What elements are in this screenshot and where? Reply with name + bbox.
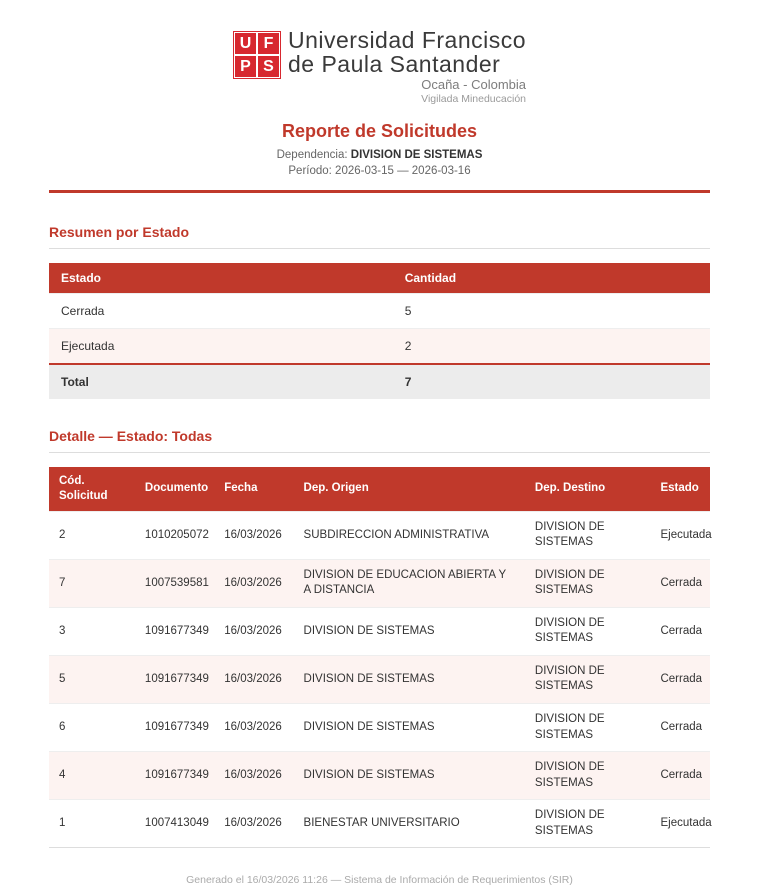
summary-table [49, 263, 710, 399]
detail-cell-documento: 1010205072 [135, 511, 214, 559]
detail-cell-dep-origen: DIVISION DE SISTEMAS [294, 607, 525, 655]
university-name-block [288, 28, 526, 105]
detail-row [49, 655, 710, 703]
detail-section [49, 428, 710, 848]
detail-cell-fecha: 16/03/2026 [214, 704, 293, 752]
detail-cell-cod-solicitud: 5 [49, 655, 135, 703]
logo-letter-s: S [258, 56, 279, 77]
detail-cell-fecha: 16/03/2026 [214, 752, 293, 800]
detail-cell-cod-solicitud: 3 [49, 607, 135, 655]
detail-cell-estado: Ejecutada [650, 800, 710, 848]
detail-cell-estado: Cerrada [650, 704, 710, 752]
detail-col-cod-solicitud: Cód. Solicitud [49, 467, 135, 511]
dependencia-value: DIVISION DE SISTEMAS [350, 149, 483, 161]
detail-cell-estado: Cerrada [650, 559, 710, 607]
detail-cell-dep-destino: DIVISION DE SISTEMAS [525, 511, 651, 559]
detail-cell-documento: 1091677349 [135, 607, 214, 655]
generated-footer: Generado el 16/03/2026 11:26 — Sistema de Información de Requerimientos (SIR) [186, 874, 573, 886]
detail-cell-dep-destino: DIVISION DE SISTEMAS [525, 704, 651, 752]
ufps-logo-icon [233, 31, 281, 79]
detail-col-dep-origen: Dep. Origen [294, 467, 525, 511]
detail-header-row [49, 467, 710, 511]
detail-table-body [49, 511, 710, 847]
university-name-line2: de Paula Santander [287, 51, 501, 77]
detail-cell-dep-origen: DIVISION DE EDUCACION ABIERTA Y A DISTANCIA [294, 559, 525, 607]
detail-col-documento: Documento [135, 467, 214, 511]
detail-cell-fecha: 16/03/2026 [214, 559, 293, 607]
detail-cell-cod-solicitud: 4 [49, 752, 135, 800]
detail-cell-dep-origen: SUBDIRECCION ADMINISTRATIVA [294, 511, 525, 559]
university-vigilada: Vigilada Mineducación [421, 93, 527, 105]
university-name-line1: Universidad Francisco [287, 27, 527, 53]
detail-cell-estado: Cerrada [650, 655, 710, 703]
detail-cell-cod-solicitud: 6 [49, 704, 135, 752]
detail-cell-fecha: 16/03/2026 [214, 607, 293, 655]
summary-header-row [49, 263, 710, 294]
detail-cell-documento: 1091677349 [135, 752, 214, 800]
dependencia-line [49, 149, 710, 161]
detail-row [49, 511, 710, 559]
summary-row [49, 329, 710, 365]
logo-letter-p: P [235, 56, 256, 77]
university-header [49, 28, 710, 105]
detail-cell-estado: Ejecutada [650, 511, 710, 559]
detail-row [49, 704, 710, 752]
detail-cell-estado: Cerrada [650, 752, 710, 800]
detail-cell-documento: 1007539581 [135, 559, 214, 607]
detail-heading: Detalle — Estado: Todas [49, 428, 710, 453]
detail-cell-dep-origen: DIVISION DE SISTEMAS [294, 704, 525, 752]
summary-cantidad-cell: 2 [393, 329, 710, 365]
header-divider [49, 190, 710, 193]
page-title: Reporte de Solicitudes [281, 121, 478, 141]
detail-cell-cod-solicitud: 7 [49, 559, 135, 607]
summary-estado-cell: Ejecutada [49, 329, 393, 365]
detail-cell-estado: Cerrada [650, 607, 710, 655]
detail-cell-documento: 1091677349 [135, 655, 214, 703]
detail-cell-cod-solicitud: 1 [49, 800, 135, 848]
detail-cell-dep-destino: DIVISION DE SISTEMAS [525, 655, 651, 703]
summary-col-cantidad: Cantidad [393, 263, 710, 294]
detail-cell-dep-destino: DIVISION DE SISTEMAS [525, 800, 651, 848]
detail-row [49, 752, 710, 800]
detail-cell-fecha: 16/03/2026 [214, 511, 293, 559]
summary-total-value: 7 [393, 364, 710, 399]
summary-row [49, 294, 710, 329]
summary-section [49, 224, 710, 399]
summary-col-estado: Estado [49, 263, 393, 294]
detail-cell-fecha: 16/03/2026 [214, 655, 293, 703]
detail-col-dep-destino: Dep. Destino [525, 467, 651, 511]
university-location: Ocaña - Colombia [421, 77, 527, 92]
periodo-line: Período: 2026-03-15 — 2026-03-16 [288, 165, 471, 177]
detail-cell-dep-origen: DIVISION DE SISTEMAS [294, 752, 525, 800]
detail-cell-dep-destino: DIVISION DE SISTEMAS [525, 559, 651, 607]
summary-heading: Resumen por Estado [49, 224, 710, 249]
detail-row [49, 559, 710, 607]
dependencia-label: Dependencia: [276, 149, 351, 161]
summary-total-label: Total [49, 364, 393, 399]
detail-col-fecha: Fecha [214, 467, 293, 511]
detail-cell-documento: 1007413049 [135, 800, 214, 848]
detail-table [49, 467, 710, 848]
detail-cell-dep-destino: DIVISION DE SISTEMAS [525, 752, 651, 800]
summary-estado-cell: Cerrada [49, 294, 393, 329]
summary-cantidad-cell: 5 [393, 294, 710, 329]
summary-total-row [49, 364, 710, 399]
detail-cell-dep-destino: DIVISION DE SISTEMAS [525, 607, 651, 655]
detail-cell-cod-solicitud: 2 [49, 511, 135, 559]
detail-col-estado: Estado [650, 467, 710, 511]
summary-table-body [49, 294, 710, 365]
logo-letter-f: F [258, 33, 279, 54]
detail-row [49, 607, 710, 655]
detail-cell-dep-origen: DIVISION DE SISTEMAS [294, 655, 525, 703]
detail-cell-fecha: 16/03/2026 [214, 800, 293, 848]
detail-cell-dep-origen: BIENESTAR UNIVERSITARIO [294, 800, 525, 848]
logo-letter-u: U [235, 33, 256, 54]
detail-cell-documento: 1091677349 [135, 704, 214, 752]
